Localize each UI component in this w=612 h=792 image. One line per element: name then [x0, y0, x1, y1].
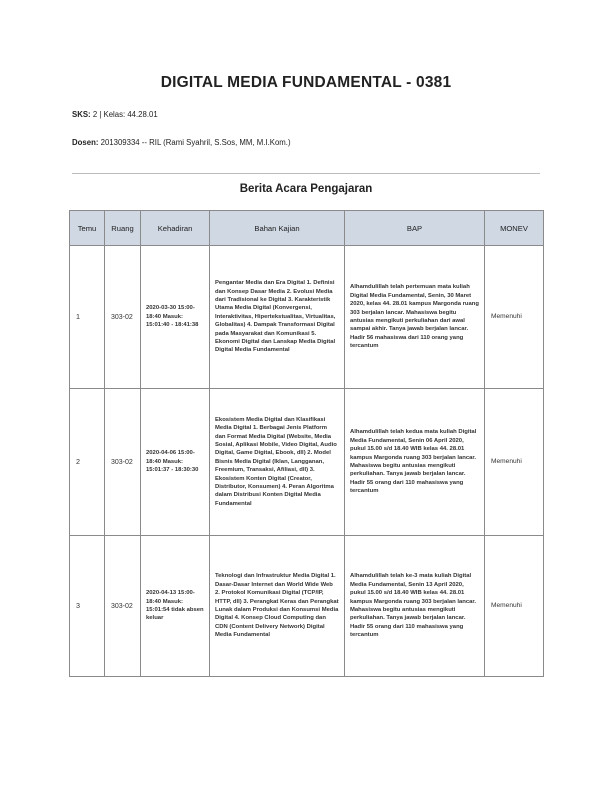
- cell-monev: Memenuhi: [485, 246, 544, 389]
- header-ruang: Ruang: [105, 211, 141, 246]
- cell-bap: Alhamdulillah telah kedua mata kuliah Digital Media Fundamental, Senin 06 April 2020, pukul 15.00 s/d 18.40 WIB kelas 44. 28.01 kampus Margonda ruang 303 berjalan lancar. Mahasiswa begitu antusias mengikuti perkuliahan. Tanya jawab berjalan lancar. Hadir 55 orang dari 110 mahasiswa yang tercantum: [345, 389, 485, 536]
- sks-label: SKS:: [72, 110, 91, 119]
- header-temu: Temu: [70, 211, 105, 246]
- cell-kehadiran: 2020-04-06 15:00-18:40 Masuk: 15:01:37 - 18:30:30: [141, 389, 210, 536]
- table-header-row: [70, 211, 544, 246]
- cell-kehadiran: 2020-04-13 15:00-18:40 Masuk: 15:01:54 tidak absen keluar: [141, 536, 210, 677]
- page-title: DIGITAL MEDIA FUNDAMENTAL - 0381: [160, 74, 452, 91]
- cell-kehadiran: 2020-03-30 15:00-18:40 Masuk: 15:01:40 - 18:41:38: [141, 246, 210, 389]
- cell-temu: 1: [70, 246, 105, 389]
- cell-bahan-kajian: Ekosistem Media Digital dan Klasifikasi Media Digital 1. Berbagai Jenis Platform dan Format Media Digital (Website, Media Sosial, Aplikasi Mobile, Video Digital, Audio Digital, Game Digital, Ebook, dll) 2. Model Bisnis Media Digital (Iklan, Langganan, Freemium, Transaksi, Afiliasi, dll) 3. Ekosistem Konten Digital (Creator, Distributor, Konsumen) 4. Peran Algoritma dalam Distribusi Konten Digital Media Fundamental: [210, 389, 345, 536]
- cell-temu: 2: [70, 389, 105, 536]
- cell-ruang: 303-02: [105, 536, 141, 677]
- lecturer-info: [72, 138, 291, 147]
- cell-monev: Memenuhi: [485, 536, 544, 677]
- table-row: [70, 246, 544, 389]
- cell-bahan-kajian: Teknologi dan Infrastruktur Media Digital 1. Dasar-Dasar Internet dan World Wide Web 2. Protokol Komunikasi Digital (TCP/IP, HTTP, dll) 3. Perangkat Keras dan Perangkat Lunak dalam Produksi dan Konsumsi Media Digital 4. Konsep Cloud Computing dan CDN (Content Delivery Network) Digital Media Fundamental: [210, 536, 345, 677]
- cell-monev: Memenuhi: [485, 389, 544, 536]
- cell-temu: 3: [70, 536, 105, 677]
- cell-bap: Alhamdulillah telah pertemuan mata kuliah Digital Media Fundamental, Senin, 30 Maret 2020, kelas 44. 28.01 kampus Margonda ruang 303 berjalan lancar. Mahasiswa begitu antusias mengikuti perkuliahan dari awal sampai akhir. Tanya jawab berjalan lancar. Hadir 56 mahasiswa dari 110 orang yang tercantum: [345, 246, 485, 389]
- header-kehadiran: Kehadiran: [141, 211, 210, 246]
- cell-ruang: 303-02: [105, 246, 141, 389]
- dosen-label: Dosen:: [72, 138, 99, 147]
- section-title: Berita Acara Pengajaran: [239, 183, 373, 195]
- dosen-value: 201309334 -- RIL (Rami Syahril, S.Sos, MM, M.I.Kom.): [100, 138, 291, 147]
- cell-bap: Alhamdulillah telah ke-3 mata kuliah Digital Media Fundamental, Senin 13 April 2020, pukul 15.00 s/d 18.40 WIB kelas 44. 28.01 kampus Margonda ruang 303 berjalan lancar. Mahasiswa begitu antusias mengikuti perkuliahan. Tanya jawab berjalan lancar. Hadir 55 orang dari 110 mahasiswa yang tercantum: [345, 536, 485, 677]
- section-divider: [72, 173, 540, 174]
- cell-ruang: 303-02: [105, 389, 141, 536]
- sks-class-info: [72, 110, 158, 119]
- header-bahan-kajian: Bahan Kajian: [210, 211, 345, 246]
- cell-bahan-kajian: Pengantar Media dan Era Digital 1. Definisi dan Konsep Dasar Media 2. Evolusi Media dari Tradisional ke Digital 3. Karakteristik Utama Media Digital (Konvergensi, Interaktivitas, Hipertekstualitas, Virtualitas, Globalitas) 4. Dampak Transformasi Digital pada Masyarakat dan Komunikasi 5. Ekonomi Digital dan Lanskap Media Digital Digital Media Fundamental: [210, 246, 345, 389]
- header-bap: BAP: [345, 211, 485, 246]
- table-row: [70, 536, 544, 677]
- table-row: [70, 389, 544, 536]
- sks-value: 2 | Kelas: 44.28.01: [92, 110, 158, 119]
- header-monev: MONEV: [485, 211, 544, 246]
- teaching-report-table: [69, 210, 544, 677]
